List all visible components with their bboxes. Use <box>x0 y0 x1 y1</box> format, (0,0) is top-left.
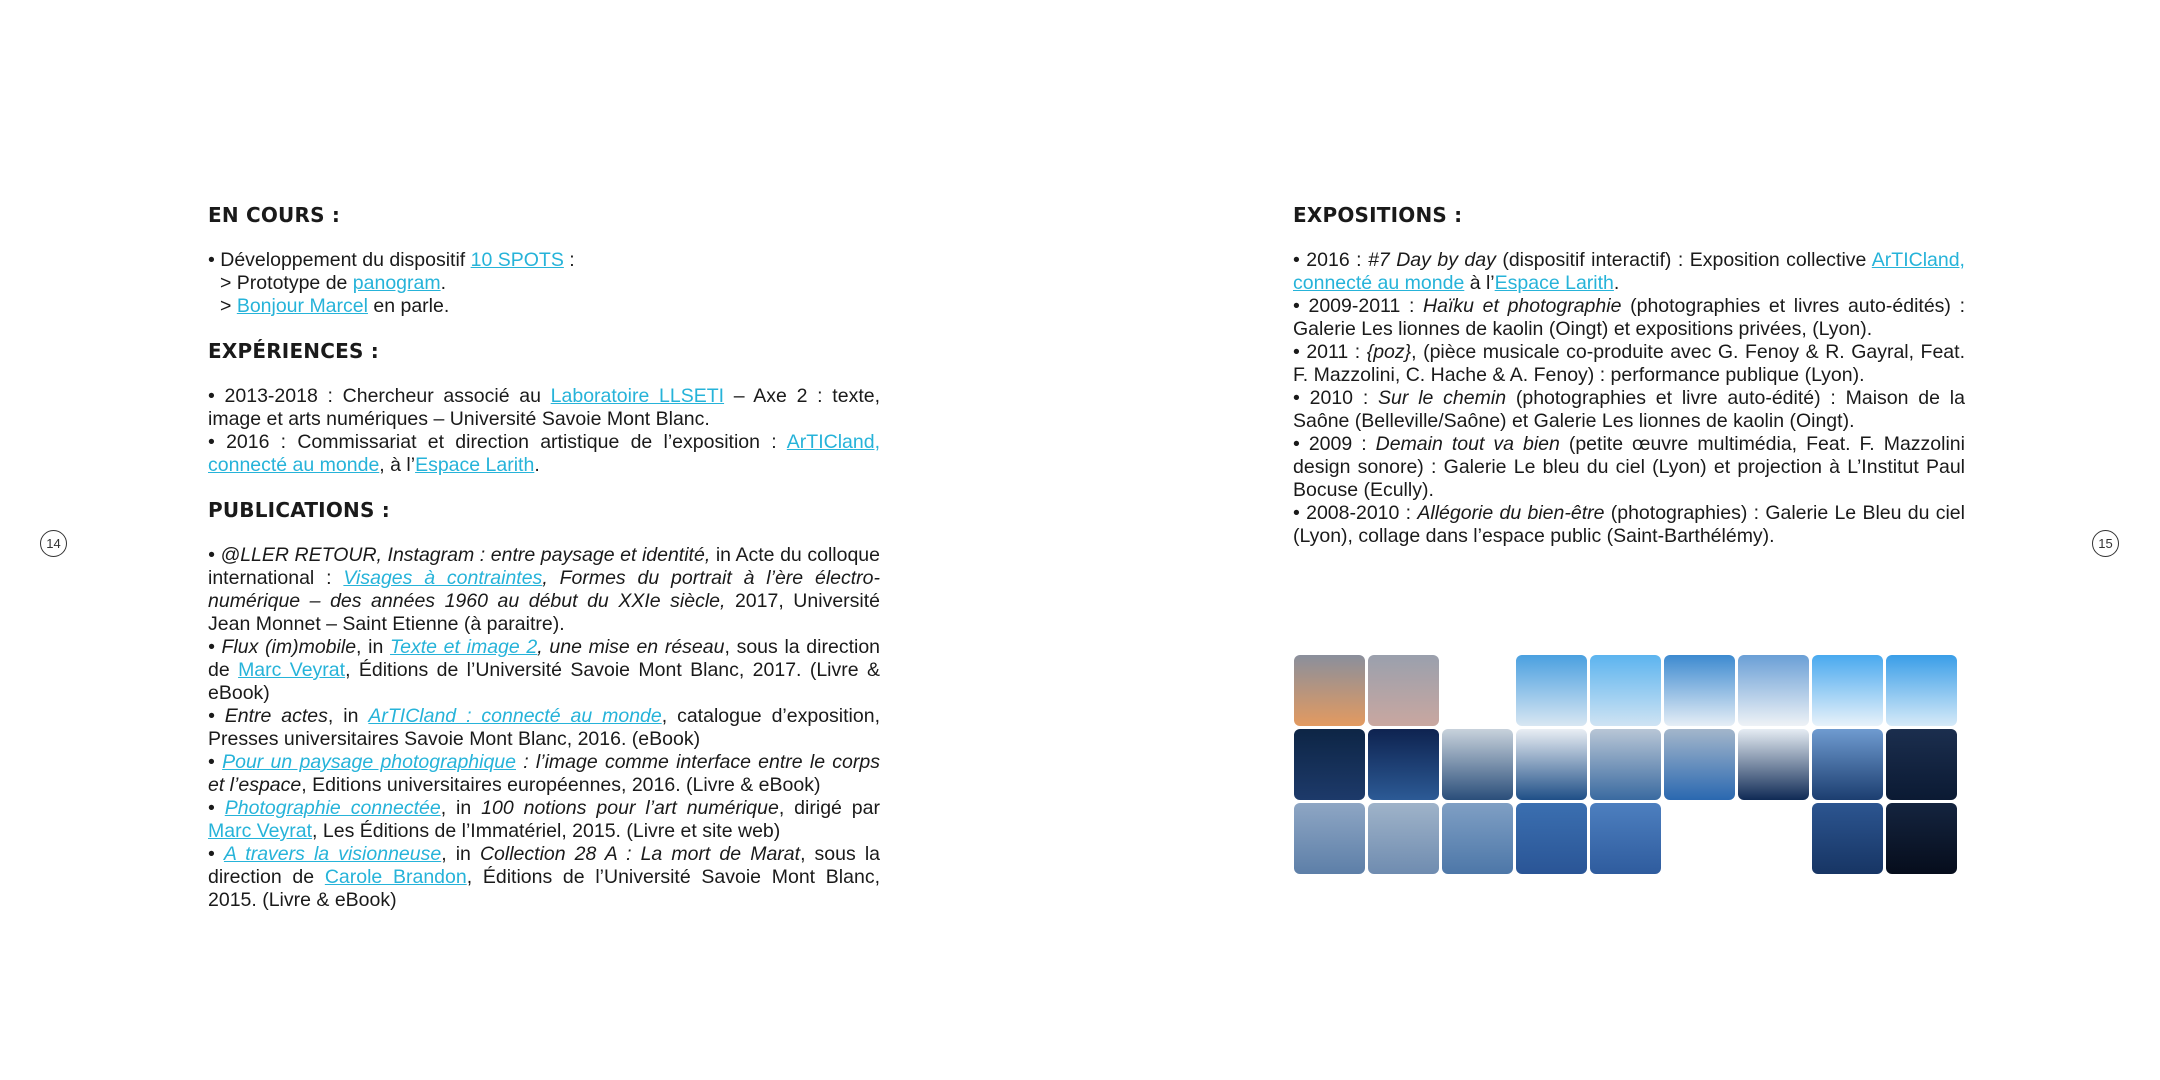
text: . <box>1613 272 1620 294</box>
exposition-item <box>1293 295 1965 341</box>
link-texte-et-image-2[interactable] <box>390 636 537 658</box>
text: Haïku et photographie <box>1423 295 1622 317</box>
section-en-cours <box>208 204 880 318</box>
heading-experiences: EXPÉRIENCES : <box>208 339 379 363</box>
link-carole-brandon[interactable]: Carole Brandon <box>324 866 467 888</box>
page-number-right: 15 <box>2092 530 2119 557</box>
text: , Editions universitaires européennes, 2016. (Livre & eBook) <box>301 774 821 796</box>
encours-item <box>208 249 880 272</box>
text: , Les Éditions de l’Immatériel, 2015. (Livre et site web) <box>312 820 781 842</box>
photo-tile <box>1590 803 1661 874</box>
experience-item <box>208 431 880 477</box>
link-articland[interactable]: ArTICland, connecté au monde <box>208 431 880 476</box>
text: , sous la direction de <box>208 636 881 681</box>
exposition-item <box>1293 502 1965 548</box>
text: 100 notions pour l’art numérique <box>481 797 779 819</box>
exposition-item <box>1293 387 1965 433</box>
text: Demain tout va bien <box>1375 433 1560 455</box>
text: en parle. <box>367 295 450 317</box>
text: Collection 28 A : La mort de Marat <box>479 843 801 865</box>
photo-tile <box>1516 803 1587 874</box>
section-expositions <box>1293 204 1965 548</box>
photo-tile <box>1294 729 1365 800</box>
text: (dispositif interactif) : Exposition collective <box>1495 249 1872 271</box>
section-publications <box>208 499 880 912</box>
text: . <box>534 454 540 476</box>
empty-tile <box>1442 655 1513 726</box>
text: à l’ <box>1464 272 1495 294</box>
text[interactable]: Texte et image 2 <box>390 636 538 658</box>
link-bonjour-marcel[interactable]: Bonjour Marcel <box>236 295 368 317</box>
text: • <box>208 843 224 865</box>
heading-publications: PUBLICATIONS : <box>208 498 390 522</box>
text: • 2008-2010 : <box>1293 502 1418 524</box>
text[interactable]: A travers la visionneuse <box>223 843 442 865</box>
text: > <box>220 295 237 317</box>
link-10-spots[interactable]: 10 SPOTS <box>470 249 564 271</box>
text: , dirigé par <box>778 797 880 819</box>
encours-subitem <box>208 272 880 295</box>
text: , (pièce musicale co-produite avec G. Fenoy & R. Gayral, Feat. F. Mazzolini, C. Hache & A. Fenoy) : performance publique (Lyon). <box>1293 341 1965 386</box>
photo-tile <box>1516 655 1587 726</box>
text: {poz} <box>1366 341 1412 363</box>
heading-en-cours: EN COURS : <box>208 203 341 227</box>
photo-tile <box>1590 729 1661 800</box>
publication-item <box>208 751 880 797</box>
photo-tile <box>1886 803 1957 874</box>
exposition-item <box>1293 341 1965 387</box>
text: • 2010 : <box>1293 387 1379 409</box>
link-espace-larith[interactable]: Espace Larith <box>415 454 535 476</box>
publication-item <box>208 636 880 705</box>
text: : l’image comme interface entre le corps et l’espace <box>208 751 880 796</box>
photo-tile <box>1294 655 1365 726</box>
text: • <box>208 797 225 819</box>
photo-tile <box>1590 655 1661 726</box>
text: , in <box>441 843 480 865</box>
text[interactable]: ArTICland : connecté au monde <box>368 705 662 727</box>
text: , Éditions de l’Université Savoie Mont Blanc, 2015. (Livre & eBook) <box>208 866 880 911</box>
section-experiences <box>208 340 880 477</box>
link-pour-un-paysage[interactable] <box>222 751 516 773</box>
photo-tile <box>1664 655 1735 726</box>
link-articland-catalogue[interactable] <box>368 705 661 727</box>
heading-expositions: EXPOSITIONS : <box>1293 203 1463 227</box>
photo-tile <box>1368 655 1439 726</box>
text[interactable]: Pour un paysage photographique <box>222 751 516 773</box>
text: , Éditions de l’Université Savoie Mont Blanc, 2017. (Livre & eBook) <box>208 659 880 704</box>
text: • Développement du dispositif <box>208 249 471 271</box>
text: • 2013-2018 : Chercheur associé au <box>208 385 551 407</box>
publication-item <box>208 843 880 912</box>
text[interactable]: Photographie connectée <box>224 797 441 819</box>
photo-tile <box>1664 729 1735 800</box>
text: , in <box>327 705 369 727</box>
photo-tile <box>1738 729 1809 800</box>
text[interactable]: Visages à contraintes <box>343 567 543 589</box>
text: • <box>208 751 223 773</box>
exposition-item <box>1293 433 1965 502</box>
exposition-item <box>1293 249 1965 295</box>
text: . <box>440 272 447 294</box>
text: (photographies et livres auto-édités) : Galerie Les lionnes de kaolin (Oingt) et expositions privées, (Lyon). <box>1293 295 1966 340</box>
text: • Flux (im)mobile <box>208 636 357 658</box>
right-page <box>1080 0 2160 1080</box>
text: • 2009-2011 : <box>1293 295 1424 317</box>
photo-tile <box>1368 729 1439 800</box>
text: Allégorie du bien-être <box>1417 502 1605 524</box>
text: • @LLER RETOUR, Instagram : entre paysage et identité, <box>208 544 711 566</box>
photo-tile <box>1886 729 1957 800</box>
photo-tile <box>1516 729 1587 800</box>
link-articland-expo[interactable]: ArTICland, connecté au monde <box>1293 249 1965 294</box>
link-marc-veyrat-2[interactable]: Marc Veyrat <box>208 820 313 842</box>
publication-item <box>208 797 880 843</box>
text: • 2009 : <box>1293 433 1376 455</box>
page-number-left: 14 <box>40 530 67 557</box>
photo-tile <box>1294 803 1365 874</box>
text: , in <box>356 636 391 658</box>
publication-item <box>208 705 880 751</box>
link-a-travers-la-visionneuse[interactable] <box>224 843 441 865</box>
link-visages-a-contraintes[interactable] <box>343 567 542 589</box>
text: • Entre actes <box>208 705 328 727</box>
photo-tile <box>1442 803 1513 874</box>
photo-tile <box>1886 655 1957 726</box>
photo-tile <box>1812 803 1883 874</box>
photo-tile <box>1812 729 1883 800</box>
text: • 2016 : <box>1293 249 1369 271</box>
text: • 2011 : <box>1293 341 1367 363</box>
text: Sur le chemin <box>1378 387 1507 409</box>
link-laboratoire-llseti[interactable]: Laboratoire LLSETI <box>550 385 725 407</box>
link-espace-larith-expo[interactable]: Espace Larith <box>1494 272 1614 294</box>
right-page-content <box>1293 204 1965 570</box>
link-marc-veyrat[interactable]: Marc Veyrat <box>238 659 346 681</box>
text: , in <box>440 797 482 819</box>
text: (petite œuvre multimédia, Feat. F. Mazzolini design sonore) : Galerie Le bleu du ciel (Lyon) et projection à L’Institut Paul Bocuse (Ecully). <box>1293 433 1965 501</box>
experience-item <box>208 385 880 431</box>
encours-subitem <box>208 295 880 318</box>
photo-mosaic <box>1294 655 1957 874</box>
empty-tile <box>1664 803 1735 874</box>
text: , sous la direction de <box>208 843 881 888</box>
photo-tile <box>1738 655 1809 726</box>
link-panogram[interactable]: panogram <box>352 272 441 294</box>
text: , Formes du portrait à l’ère électro-numérique – des années 1960 au début du XXIe siècle, <box>208 567 880 612</box>
photo-tile <box>1368 803 1439 874</box>
text: (photographies) : Galerie Le Bleu du ciel (Lyon), collage dans l’espace public (Saint-Barthélémy). <box>1293 502 1965 547</box>
left-page-content <box>208 204 880 934</box>
text: – Axe 2 : texte, image et arts numériques – Université Savoie Mont Blanc. <box>208 385 880 430</box>
photo-tile <box>1812 655 1883 726</box>
text: , à l’ <box>379 454 416 476</box>
link-photographie-connectee[interactable] <box>225 797 441 819</box>
empty-tile <box>1738 803 1809 874</box>
text: : <box>563 249 575 271</box>
text: in Acte du colloque international : <box>208 544 880 589</box>
text: , catalogue d’exposition, Presses universitaires Savoie Mont Blanc, 2016. (eBook) <box>208 705 880 750</box>
text: 2017, Université Jean Monnet – Saint Etienne (à paraitre). <box>208 590 881 635</box>
text: • 2016 : Commissariat et direction artistique de l’exposition : <box>208 431 787 453</box>
publication-item <box>208 544 880 636</box>
photo-tile <box>1442 729 1513 800</box>
text: , une mise en réseau <box>537 636 725 658</box>
text: #7 Day by day <box>1368 249 1496 271</box>
text: (photographies et livre auto-édité) : Maison de la Saône (Belleville/Saône) et Galerie Les lionnes de kaolin (Oingt). <box>1293 387 1965 432</box>
text: > Prototype de <box>220 272 353 294</box>
